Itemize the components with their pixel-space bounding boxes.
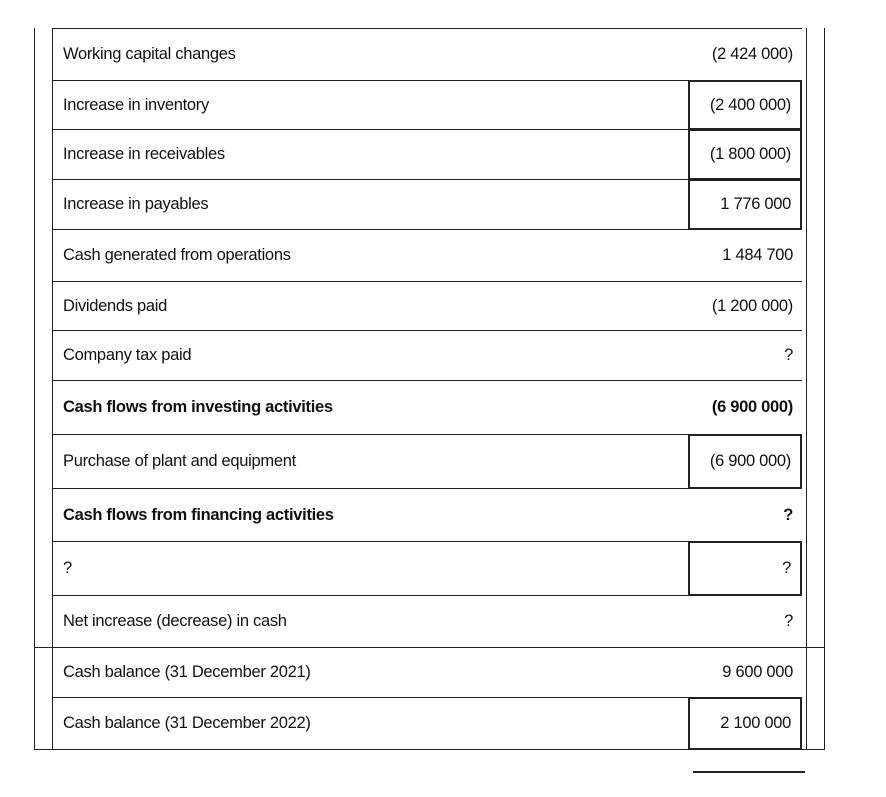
row-label: Working capital changes xyxy=(63,45,236,63)
row-value: (1 800 000) xyxy=(709,145,791,163)
table-row-value xyxy=(688,434,802,489)
row-label: Cash balance (31 December 2021) xyxy=(63,663,311,681)
table-row-label xyxy=(52,179,688,230)
table-row-value xyxy=(688,595,802,648)
table-row-value xyxy=(688,697,802,750)
table-row-value xyxy=(688,488,802,542)
row-label: Net increase (decrease) in cash xyxy=(63,612,287,630)
table-row-label xyxy=(52,28,688,81)
row-label: Increase in payables xyxy=(63,195,209,213)
table-row-value xyxy=(688,281,802,331)
table-row-label xyxy=(52,434,688,489)
table-row-value xyxy=(688,380,802,435)
row-value: 1 776 000 xyxy=(720,195,791,213)
row-value: ? xyxy=(784,612,793,630)
table-row-label xyxy=(52,380,688,435)
table-row-label xyxy=(52,647,688,698)
table-row-label xyxy=(52,697,688,750)
row-value: (1 200 000) xyxy=(711,296,793,315)
row-value: (2 424 000) xyxy=(711,45,793,63)
table-right-border-inner xyxy=(806,28,807,750)
table-row-label xyxy=(52,281,688,331)
table-right-border-outer xyxy=(824,28,825,750)
row-value: 9 600 000 xyxy=(722,663,793,681)
row-value: ? xyxy=(783,505,793,524)
row-value: ? xyxy=(782,559,791,577)
table-row-value xyxy=(688,179,802,230)
table-row-label xyxy=(52,129,688,180)
row-label: Dividends paid xyxy=(63,296,168,315)
row-label: Increase in inventory xyxy=(63,95,209,114)
table-row-label xyxy=(52,595,688,648)
table-row-label xyxy=(52,330,688,381)
row-value: 1 484 700 xyxy=(722,246,793,264)
table-row-value xyxy=(688,129,802,180)
table-row-value xyxy=(688,28,802,81)
row-label: Cash flows from investing activities xyxy=(63,398,333,416)
table-row-label xyxy=(52,229,688,282)
table-row-value xyxy=(688,647,802,698)
row-value: (6 900 000) xyxy=(711,398,793,416)
row-label: Cash generated from operations xyxy=(63,246,291,264)
row-value: (2 400 000) xyxy=(709,95,791,114)
table-row-value xyxy=(688,541,802,596)
table-row-value xyxy=(688,80,802,130)
row-label: Cash balance (31 December 2022) xyxy=(63,714,311,732)
row-value: ? xyxy=(784,346,793,364)
table-left-border-outer xyxy=(34,28,35,750)
table-row-label xyxy=(52,80,688,130)
row-value: 2 100 000 xyxy=(720,714,791,732)
row-label: ? xyxy=(63,559,72,577)
row-label: Cash flows from financing activities xyxy=(63,505,334,524)
table-row-value xyxy=(688,330,802,381)
row-label: Increase in receivables xyxy=(63,145,225,163)
table-row-label xyxy=(52,541,688,596)
table-row-value xyxy=(688,229,802,282)
total-underline xyxy=(693,771,805,773)
table-row-label xyxy=(52,488,688,542)
row-label: Purchase of plant and equipment xyxy=(63,452,296,470)
row-label: Company tax paid xyxy=(63,346,192,364)
row-value: (6 900 000) xyxy=(709,452,791,470)
